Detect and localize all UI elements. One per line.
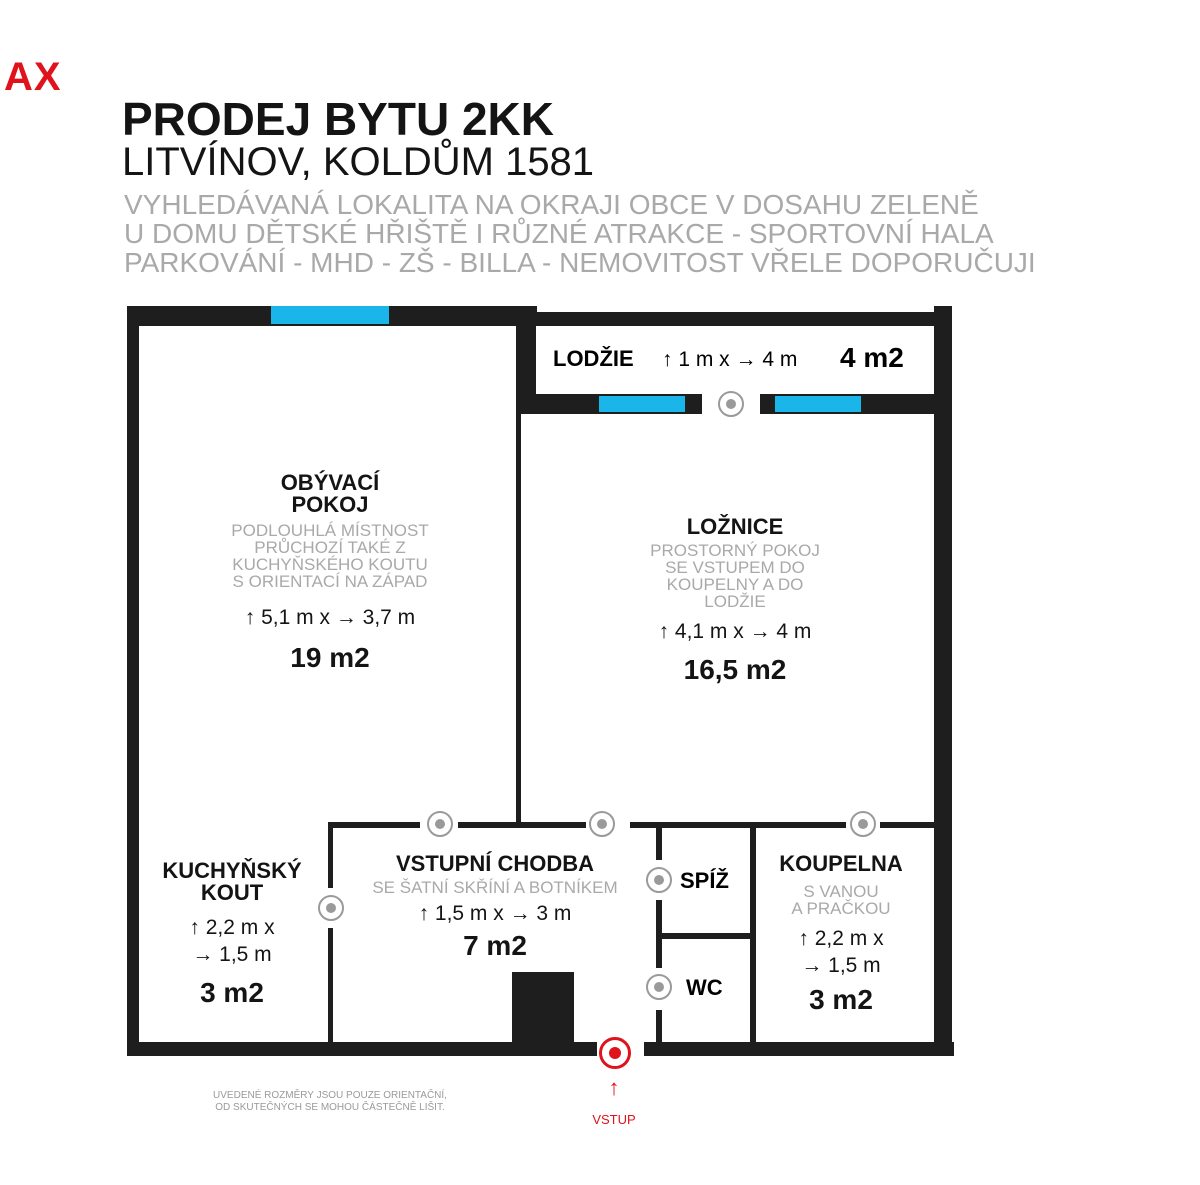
wall-pantry-wc	[660, 933, 754, 939]
room-dims: ↑ 1,5 m x → 3 m	[418, 902, 572, 925]
wall-hall-top-b	[458, 822, 586, 828]
door-living-icon[interactable]	[427, 811, 453, 837]
room-dims: ↑ 2,2 m x	[189, 916, 275, 939]
room-name: KUCHYŇSKÝ	[162, 858, 302, 883]
wall-right	[934, 306, 952, 1056]
window-bedroom-left	[599, 396, 685, 412]
door-bathroom-icon[interactable]	[850, 811, 876, 837]
room-desc: S ORIENTACÍ NA ZÁPAD	[232, 572, 428, 591]
room-name: POKOJ	[291, 492, 369, 517]
wall-hall-top-d	[880, 822, 936, 828]
door-bedroom-icon[interactable]	[589, 811, 615, 837]
room-name: LOŽNICE	[686, 514, 784, 539]
room-area: 19 m2	[290, 642, 370, 673]
door-wc-icon[interactable]	[646, 974, 672, 1000]
wall-left	[127, 306, 139, 1056]
room-area: 3 m2	[809, 984, 873, 1015]
entry-label: VSTUP	[592, 1112, 636, 1127]
room-desc: LODŽIE	[704, 592, 766, 611]
wall-loggia-top	[536, 312, 940, 326]
wardrobe	[512, 972, 574, 1046]
listing-description	[124, 190, 1036, 277]
page-title: PRODEJ BYTU 2KK	[122, 93, 554, 145]
wall-bottom-right	[644, 1042, 954, 1056]
room-dims: → 1,5 m	[192, 943, 272, 966]
room-dims: → 1,5 m	[801, 954, 881, 977]
room-living	[170, 472, 490, 675]
entrance-icon[interactable]	[599, 1037, 631, 1069]
room-desc: SE ŠATNÍ SKŘÍNÍ A BOTNÍKEM	[372, 878, 618, 897]
room-desc: PODLOUHLÁ MÍSTNOST	[231, 521, 429, 540]
room-dims: ↑ 2,2 m x	[798, 927, 884, 950]
entry-arrow-icon: ↑	[608, 1075, 620, 1100]
wall-living-bedroom	[516, 412, 521, 822]
disclaimer-line: UVEDENÉ ROZMĚRY JSOU POUZE ORIENTAČNÍ,	[213, 1090, 447, 1101]
window-bedroom-right	[775, 396, 861, 412]
window-living-room	[271, 306, 389, 324]
wall-hall-top-c	[630, 822, 846, 828]
room-desc: S VANOU	[803, 882, 879, 901]
room-desc: SE VSTUPEM DO	[665, 558, 805, 577]
dimensions-disclaimer	[175, 1090, 485, 1114]
room-desc: A PRAČKOU	[791, 899, 891, 918]
wall-kitchen-hall-a	[328, 822, 333, 888]
room-name: KOUT	[200, 880, 264, 905]
description-line: U DOMU DĚTSKÉ HŘIŠTĚ I RŮZNÉ ATRAKCE - SPORTOVNÍ HALA	[124, 218, 994, 249]
room-desc: KOUPELNY A DO	[666, 575, 804, 594]
room-desc: PRŮCHOZÍ TAKÉ Z	[254, 538, 406, 557]
wall-hall-pantry-c	[656, 1010, 662, 1046]
room-hallway	[345, 853, 645, 963]
description-line: PARKOVÁNÍ - MHD - ZŠ - BILLA - NEMOVITOST VŘELE DOPORUČUJI	[124, 247, 1036, 278]
room-name: OBÝVACÍ	[280, 470, 380, 495]
room-desc: KUCHYŇSKÉHO KOUTU	[232, 555, 428, 574]
page-subtitle: LITVÍNOV, KOLDŮM 1581	[122, 140, 595, 184]
room-desc: PROSTORNÝ POKOJ	[650, 541, 820, 560]
room-bedroom	[585, 516, 885, 687]
brand-logo: AX	[4, 55, 62, 99]
door-loggia-icon[interactable]	[718, 391, 744, 417]
wall-hall-pantry-a	[656, 822, 662, 860]
room-dims: ↑ 5,1 m x → 3,7 m	[244, 606, 416, 629]
room-name: VSTUPNÍ CHODBA	[395, 851, 594, 876]
door-pantry-icon[interactable]	[646, 867, 672, 893]
room-area: 3 m2	[200, 977, 264, 1008]
room-loggia-dims: ↑ 1 m x → 4 m	[662, 348, 798, 371]
room-bathroom	[760, 853, 922, 1017]
room-pantry-name: SPÍŽ	[680, 868, 729, 893]
wall-hall-top-a	[328, 822, 420, 828]
room-area: 7 m2	[463, 930, 527, 961]
room-wc-name: WC	[686, 975, 723, 1000]
room-area: 16,5 m2	[683, 654, 787, 685]
room-loggia-area: 4 m2	[840, 342, 904, 373]
wall-kitchen-hall-b	[328, 928, 333, 1048]
wall-pantry-bathroom	[750, 822, 756, 1048]
room-dims: ↑ 4,1 m x → 4 m	[658, 620, 812, 643]
description-line: VYHLEDÁVANÁ LOKALITA NA OKRAJI OBCE V DOSAHU ZELENĚ	[124, 189, 979, 220]
room-loggia-name: LODŽIE	[553, 346, 634, 371]
disclaimer-line: OD SKUTEČNÝCH SE MOHOU ČÁSTEČNĚ LIŠIT.	[215, 1102, 445, 1113]
room-kitchen	[142, 860, 322, 1010]
room-name: KOUPELNA	[779, 851, 903, 876]
